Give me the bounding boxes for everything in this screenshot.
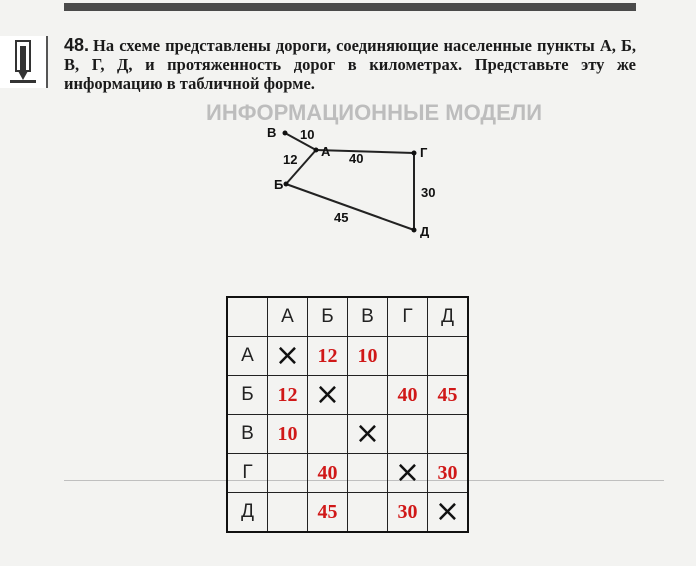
- task-icon-box: [0, 36, 48, 88]
- node-label-b: Б: [274, 177, 284, 192]
- column-header: Д: [428, 297, 469, 337]
- distance-cell: [348, 454, 388, 493]
- task-statement: [64, 36, 636, 93]
- node-a: [314, 148, 319, 153]
- distance-cell: 45: [308, 493, 348, 533]
- pencil-task-icon: [8, 40, 38, 84]
- edge-label-b-a: 12: [283, 152, 298, 167]
- edge-label-v-a: 10: [300, 127, 315, 142]
- column-header: Г: [388, 297, 428, 337]
- distance-cell: 12: [308, 337, 348, 376]
- row-header: В: [227, 415, 268, 454]
- distance-cell: 12: [268, 376, 308, 415]
- distance-table: [226, 296, 469, 533]
- table-row: [227, 493, 468, 533]
- table-header-row: [227, 297, 468, 337]
- table-row: [227, 337, 468, 376]
- task-number: 48.: [64, 35, 90, 55]
- column-header: Б: [308, 297, 348, 337]
- distance-cell: [348, 376, 388, 415]
- distance-cell: [268, 493, 308, 533]
- table-row: [227, 454, 468, 493]
- table-row: [227, 415, 468, 454]
- road-scheme: [258, 118, 458, 238]
- distance-cell: 10: [268, 415, 308, 454]
- road-a-g: [316, 150, 414, 153]
- cross-mark-cell: ×: [428, 493, 469, 533]
- background-heading: ИНФОРМАЦИОННЫЕ МОДЕЛИ: [206, 100, 543, 125]
- distance-cell: [428, 337, 469, 376]
- road-b-d: [286, 184, 414, 230]
- column-header: А: [268, 297, 308, 337]
- node-g: [412, 151, 417, 156]
- row-header: А: [227, 337, 268, 376]
- distance-cell: [308, 415, 348, 454]
- distance-cell: 30: [388, 493, 428, 533]
- edge-label-a-g: 40: [349, 151, 364, 166]
- cross-mark-cell: ×: [348, 415, 388, 454]
- node-d: [412, 228, 417, 233]
- node-label-v: В: [267, 125, 277, 140]
- distance-cell: 40: [388, 376, 428, 415]
- distance-cell: [428, 415, 469, 454]
- distance-cell: [388, 415, 428, 454]
- cross-mark-cell: ×: [388, 454, 428, 493]
- node-b: [284, 182, 289, 187]
- node-v: [283, 131, 288, 136]
- edge-label-g-d: 30: [421, 185, 436, 200]
- edge-label-b-d: 45: [334, 210, 349, 225]
- distance-cell: [388, 337, 428, 376]
- row-header: Г: [227, 454, 268, 493]
- row-header: Б: [227, 376, 268, 415]
- distance-cell: 40: [308, 454, 348, 493]
- page-top-rule: [64, 3, 636, 11]
- node-label-a: А: [321, 144, 331, 159]
- task-text: На схеме представлены дороги, соединяющие населенные пункты А, Б, В, Г, Д, и протяженность дорог в километрах. Представьте эту же информацию в табличной форме.: [64, 36, 636, 93]
- table-row: [227, 376, 468, 415]
- distance-cell: 45: [428, 376, 469, 415]
- table-corner-cell: [227, 297, 268, 337]
- cross-mark-cell: ×: [308, 376, 348, 415]
- column-header: В: [348, 297, 388, 337]
- node-label-d: Д: [420, 224, 430, 238]
- row-header: Д: [227, 493, 268, 533]
- node-label-g: Г: [420, 145, 428, 160]
- distance-cell: [268, 454, 308, 493]
- distance-cell: [348, 493, 388, 533]
- distance-cell: 30: [428, 454, 469, 493]
- cross-mark-cell: ×: [268, 337, 308, 376]
- distance-cell: 10: [348, 337, 388, 376]
